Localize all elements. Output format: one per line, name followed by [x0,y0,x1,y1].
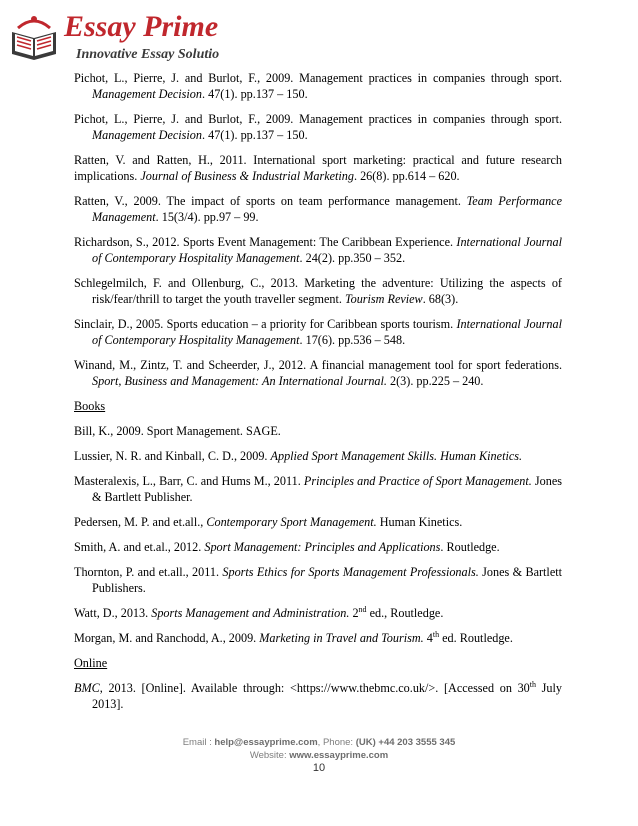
reference-text: Richardson, S., 2012. Sports Event Management: The Caribbean Experience. [74,235,457,249]
reference-text: . Routledge. [440,540,500,554]
reference-entry [74,564,562,596]
reference-text: Masteralexis, L., Barr, C. and Hums M., 2011. [74,474,304,488]
reference-text: Ratten, V. and Ratten, H., 2011. International sport marketing: practical and future research implications. [74,153,562,183]
italic-title: Sport, Business and Management: An International Journal. [92,374,387,388]
superscript: nd [358,604,367,614]
svg-text:Innovative Essay Solutions: Innovative Essay Solutions [76,47,219,62]
italic-title: Management Decision [92,128,202,142]
italic-title: Sports Ethics for Sports Management Professionals. [222,565,479,579]
italic-title: Marketing in Travel and Tourism. [259,631,424,645]
reference-entry [74,423,562,439]
reference-text: . 15(3/4). pp.97 – 99. [155,210,259,224]
reference-text: Jones & Bartlett Publishers. [92,565,563,595]
reference-text: ed., Routledge. [366,606,444,620]
italic-title: Principles and Practice of Sport Management. [303,474,532,488]
italic-title: Sports Management and Administration. [151,606,350,620]
reference-entry [74,193,562,225]
essay-prime-logo [4,2,219,70]
reference-text: ed. Routledge. [439,631,513,645]
reference-text: Schlegelmilch, F. and Ollenburg, C., 2013. Marketing the adventure: Utilizing the aspects of risk/fear/thrill to target the youth traveller segment. [74,276,562,306]
reference-text: Winand, M., Zintz, T. and Scheerder, J., 2012. A financial management tool for sport federations. [74,358,562,372]
book-icon [12,16,56,60]
footer-website-line: Website: www.essayprime.com [249,750,389,761]
reference-text: Sinclair, D., 2005. Sports education – a priority for Caribbean sports tourism. [74,317,457,331]
reference-text: Morgan, M. and Ranchodd, A., 2009. [74,631,260,645]
reference-entry [74,539,562,555]
italic-title: Sport Management: Principles and Applications [204,540,441,554]
reference-text: Jones & Bartlett Publisher. [92,474,562,504]
reference-text: July 2013]. [92,681,562,711]
reference-text: Smith, A. and et.al., 2012. [74,540,205,554]
footer-phone: (UK) +44 203 3555 345 [355,737,456,748]
logo-graphic [4,2,219,70]
reference-text: . 47(1). pp.137 – 150. [202,87,308,101]
reference-entry [74,630,562,646]
superscript: th [432,629,440,639]
italic-title: Team Performance Management [92,194,562,224]
reference-entry [74,473,562,505]
footer-email[interactable]: help@essayprime.com [214,737,318,748]
reference-entry [74,514,562,530]
reference-text: . 47(1). pp.137 – 150. [202,128,308,142]
reference-text: , 2013. [Online]. Available through: <https://www.thebmc.co.uk/>. [Accessed on 30 [99,681,530,695]
reference-text: Thornton, P. and et.all., 2011. [74,565,223,579]
reference-entry [74,357,562,389]
reference-entry [74,605,562,621]
reference-entry [74,680,562,712]
section-heading: Books [74,399,106,413]
italic-title: International Journal of Contemporary Hospitality Management [92,235,563,265]
italic-title: Applied Sport Management Skills. Human Kinetics. [270,449,523,463]
reference-text: Ratten, V., 2009. The impact of sports on team performance management. [74,194,467,208]
superscript: th [529,679,536,689]
italic-title: International Journal of Contemporary Hospitality Management [92,317,562,347]
reference-text: 2(3). pp.225 – 240. [386,374,484,388]
reference-text: Pedersen, M. P. and et.all., [74,515,207,529]
page-number: 10 [312,762,326,774]
italic-title: Management Decision [92,87,202,101]
reference-text: Pichot, L., Pierre, J. and Burlot, F., 2009. Management practices in companies through sport. [74,71,562,85]
svg-text:Essay Prime: Essay Prime [64,10,219,43]
reference-text: 2 [349,606,359,620]
reference-text: Lussier, N. R. and Kinball, C. D., 2009. [74,449,271,463]
reference-text: . 26(8). pp.614 – 620. [353,169,460,183]
reference-text: Watt, D., 2013. [74,606,152,620]
reference-entry [74,111,562,143]
reference-text: Pichot, L., Pierre, J. and Burlot, F., 2009. Management practices in companies through sport. [74,112,562,126]
reference-entry [74,316,562,348]
footer-contact-line: Email : help@essayprime.com, Phone: (UK) +44 203 3555 345 [182,737,456,748]
italic-title: Journal of Business & Industrial Marketing [140,169,354,183]
section-heading: Online [74,656,108,670]
reference-text: . 68(3). [422,292,459,306]
reference-text: Bill, K., 2009. Sport Management. SAGE. [74,424,281,438]
reference-list [74,70,562,721]
italic-title: Contemporary Sport Management. [206,515,377,529]
reference-text: . 24(2). pp.350 – 352. [299,251,406,265]
reference-entry [74,275,562,307]
reference-entry [74,70,562,102]
reference-text: 4 [423,631,433,645]
italic-title: BMC [74,681,100,695]
reference-entry [74,448,562,464]
footer-website[interactable]: www.essayprime.com [289,750,389,761]
reference-text: . 17(6). pp.536 – 548. [299,333,406,347]
reference-text: Human Kinetics. [376,515,463,529]
reference-entry [74,152,562,184]
italic-title: Tourism Review [344,292,423,306]
reference-entry [74,234,562,266]
